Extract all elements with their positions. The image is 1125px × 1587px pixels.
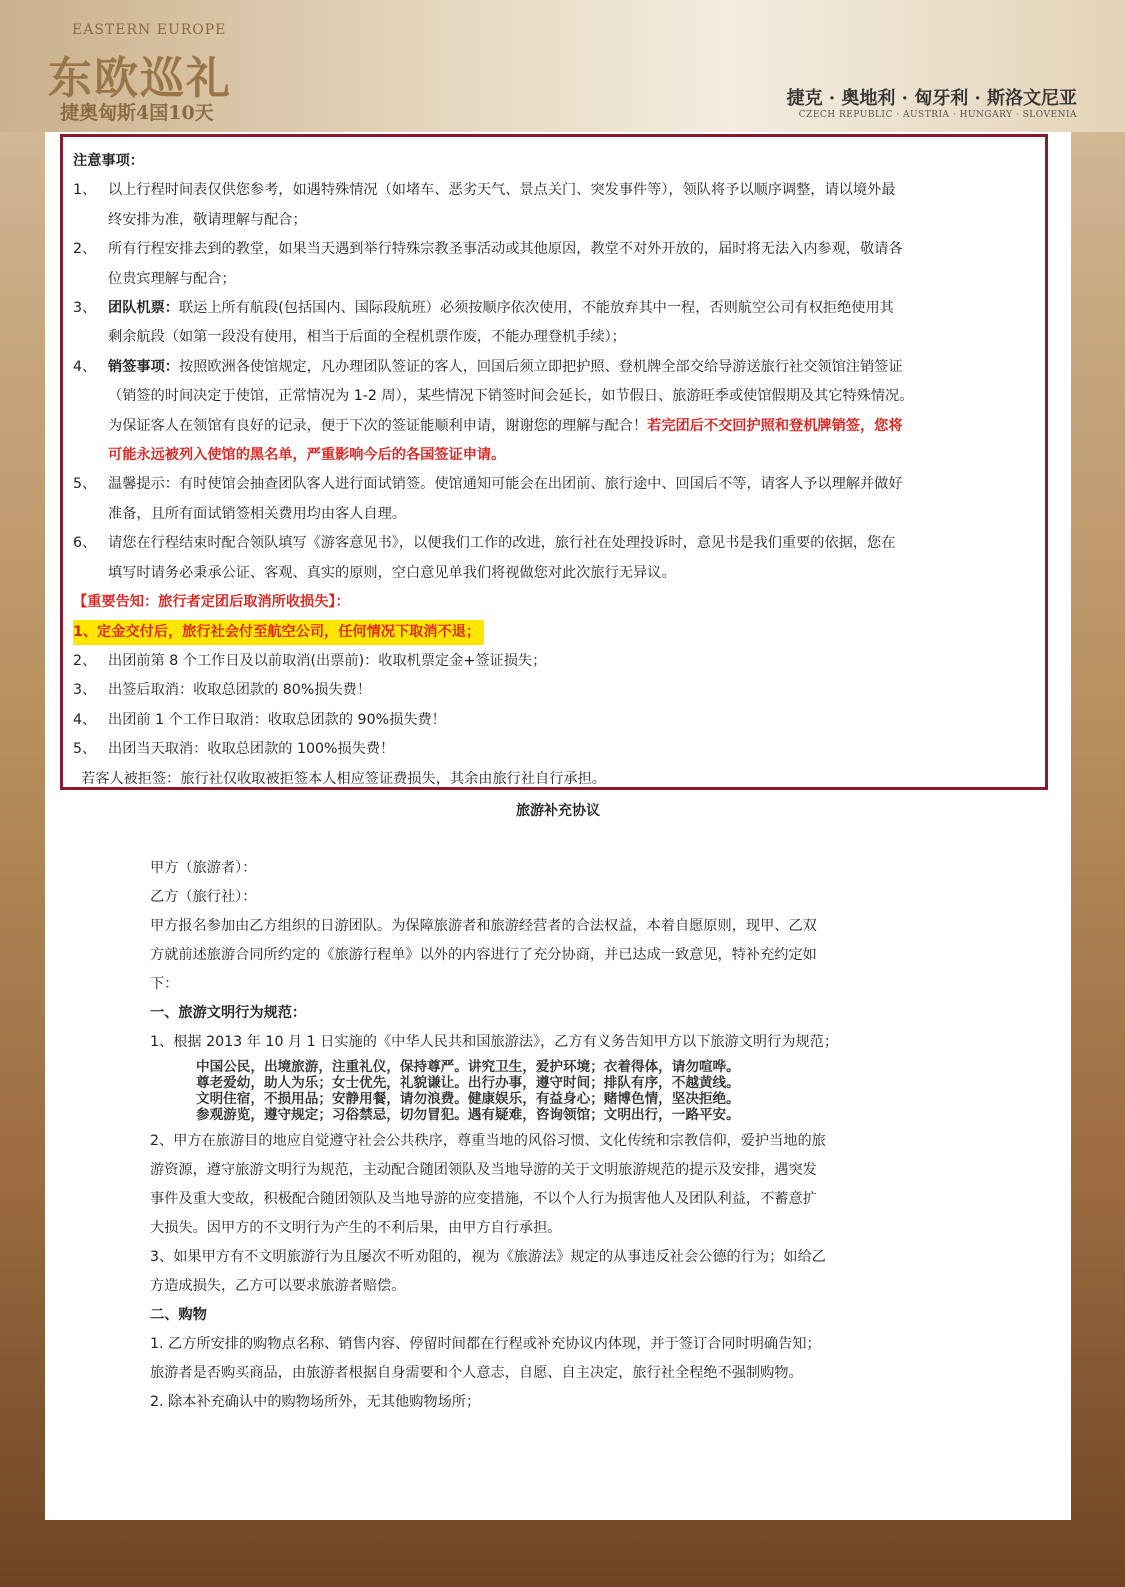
item-line: 为保证客人在领馆有良好的记录，便于下次的签证能顺利申请，谢谢您的理解与配合！ bbox=[108, 417, 648, 434]
intro-paragraph bbox=[150, 912, 950, 999]
item-line: 温馨提示：有时使馆会抽查团队客人进行面试销签。使馆通知可能会在出团前、旅行途中、回国后不等，请客人予以理解并做好 bbox=[108, 476, 903, 493]
item-number: 2、 bbox=[73, 241, 97, 258]
countries-english: CZECH REPUBLIC · AUSTRIA · HUNGARY · SLOVENIA bbox=[798, 110, 1077, 120]
paragraph-line: 旅游者是否购买商品，由旅游者根据自身需要和个人意志，自愿、自主决定，旅行社全程绝不强制购物。 bbox=[150, 1365, 803, 1381]
item-line: 联运上所有航段(包括国内、国际段航班）必须按顺序依次使用，不能放弃其中一程，否则航空公司有权拒绝使用其 bbox=[178, 300, 894, 317]
item-line: 按照欧洲各使馆规定，凡办理团队签证的客人，回国后须立即把护照、登机牌全部交给导游送旅行社交领馆注销签证 bbox=[178, 358, 903, 375]
warning-text: 可能永远被列入使馆的黑名单，严重影响今后的各国签证申请。 bbox=[108, 447, 506, 464]
paragraph-line: 2、甲方在旅游目的地应自觉遵守社会公共秩序，尊重当地的风俗习惯、文化传统和宗教信仰，爱护当地的旅 bbox=[150, 1133, 826, 1149]
paragraph-line: 3、如果甲方有不文明旅游行为且屡次不听劝阻的，视为《旅游法》规定的从事违反社会公德的行为；如给乙 bbox=[150, 1249, 826, 1265]
document-page bbox=[45, 132, 1071, 1520]
item-number: 6、 bbox=[73, 535, 97, 552]
item-line: （销签的时间决定于使馆，正常情况为 1-2 周），某些情况下销签时间会延长，如节假日、旅游旺季或使馆假期及其它特殊情况。 bbox=[108, 388, 914, 405]
rule-line: 中国公民，出境旅游，注重礼仪，保持尊严。讲究卫生，爱护环境；衣着得体，请勿喧哗。 bbox=[196, 1059, 740, 1075]
notice-item-3 bbox=[73, 294, 1033, 353]
agreement-body bbox=[150, 854, 950, 1417]
notice-item-4 bbox=[73, 353, 1033, 471]
paragraph-line: 下： bbox=[150, 976, 179, 992]
logo-subtitle: 捷奥匈斯4国10天 bbox=[60, 102, 214, 124]
paragraph-line: 方就前述旅游合同所约定的《旅游行程单》以外的内容进行了充分协商，并已达成一致意见，特补充约定如 bbox=[150, 947, 817, 963]
section-1-title: 一、旅游文明行为规范： bbox=[150, 1005, 307, 1021]
logo-english: EASTERN EUROPE bbox=[72, 22, 227, 38]
item-line: 出团前第 8 个工作日及以前取消(出票前)：收取机票定金+签证损失； bbox=[108, 652, 547, 669]
item-line: 位贵宾理解与配合； bbox=[108, 270, 236, 287]
item-number: 4、 bbox=[73, 711, 97, 728]
item-number: 3、 bbox=[73, 300, 97, 317]
item-number: 5、 bbox=[73, 741, 97, 758]
warning-text: 若完团后不交回护照和登机牌销签，您将 bbox=[647, 417, 903, 434]
notice-title: 注意事项： bbox=[73, 153, 144, 169]
header-banner bbox=[0, 0, 1125, 132]
item-number: 1、 bbox=[73, 182, 97, 199]
cancellation-item-5 bbox=[73, 735, 1033, 764]
item-line: 出团当天取消：收取总团款的 100%损失费！ bbox=[108, 741, 395, 758]
section-1-clause-1: 1、根据 2013 年 10 月 1 日实施的《中华人民共和国旅游法》，乙方有义务告知甲方以下旅游文明行为规范； bbox=[150, 1034, 839, 1050]
item-line: 填写时请务必秉承公证、客观、真实的原则，空白意见单我们将视做您对此次旅行无异议。 bbox=[108, 564, 676, 581]
item-line: 准备，且所有面试销签相关费用均由客人自理。 bbox=[108, 505, 406, 522]
paragraph-line: 游资源，遵守旅游文明行为规范，主动配合随团领队及当地导游的关于文明旅游规范的提示及安排，遇突发 bbox=[150, 1162, 817, 1178]
item-number: 3、 bbox=[73, 682, 97, 699]
paragraph-line: 大损失。因甲方的不文明行为产生的不利后果，由甲方自行承担。 bbox=[150, 1220, 562, 1236]
countries-chinese: 捷克 · 奥地利 · 匈牙利 · 斯洛文尼亚 bbox=[786, 88, 1077, 109]
item-number: 5、 bbox=[73, 476, 97, 493]
item-line: 出签后取消：收取总团款的 80%损失费！ bbox=[108, 682, 372, 699]
paragraph-line: 方造成损失，乙方可以要求旅游者赔偿。 bbox=[150, 1278, 406, 1294]
cancellation-item-4 bbox=[73, 706, 1033, 735]
paragraph-line: 事件及重大变故，积极配合随团领队及当地导游的应变措施，不以个人行为损害他人及团队利益，不蓄意扩 bbox=[150, 1191, 817, 1207]
cancellation-item-2 bbox=[73, 647, 1033, 676]
rule-line: 尊老爱幼，助人为乐；女士优先，礼貌谦让。出行办事，遵守时间；排队有序，不越黄线。 bbox=[196, 1075, 740, 1091]
civility-rules bbox=[150, 1059, 950, 1123]
cancellation-title: 【重要告知：旅行者定团后取消所收损失】： bbox=[73, 594, 350, 611]
item-line: 出团前 1 个工作日取消：收取总团款的 90%损失费！ bbox=[108, 711, 446, 728]
notice-item-2 bbox=[73, 235, 1033, 294]
notice-box bbox=[60, 134, 1048, 790]
item-number: 4、 bbox=[73, 358, 97, 375]
notice-item-1 bbox=[73, 176, 1033, 235]
paragraph-line: 甲方报名参加由乙方组织的日游团队。为保障旅游者和旅游经营者的合法权益，本着自愿原则，现甲、乙双 bbox=[150, 918, 817, 934]
item-label: 团队机票： bbox=[108, 300, 179, 317]
notice-item-5 bbox=[73, 470, 1033, 529]
visa-refusal-note: 若客人被拒签：旅行社仅收取被拒签本人相应签证费损失，其余由旅行社自行承担。 bbox=[81, 770, 606, 787]
section-1-clause-2 bbox=[150, 1127, 950, 1243]
rule-line: 参观游览，遵守规定；习俗禁忌，切勿冒犯。遇有疑难，咨询领馆；文明出行，一路平安。 bbox=[196, 1107, 740, 1123]
rule-line: 文明住宿，不损用品；安静用餐，请勿浪费。健康娱乐，有益身心；赌博色情，坚决拒绝。 bbox=[196, 1091, 740, 1107]
cancellation-item-3 bbox=[73, 676, 1033, 705]
item-line: 剩余航段（如第一段没有使用，相当于后面的全程机票作废，不能办理登机手续）； bbox=[108, 329, 626, 346]
item-line: 所有行程安排去到的教堂，如果当天遇到举行特殊宗教圣事活动或其他原因，教堂不对外开放的，届时将无法入内参观，敬请各 bbox=[108, 241, 903, 258]
party-a-label: 甲方（旅游者）： bbox=[150, 860, 257, 876]
item-line: 请您在行程结束时配合领队填写《游客意见书》，以便我们工作的改进，旅行社在处理投诉时，意见书是我们重要的依据，您在 bbox=[108, 535, 896, 552]
section-2-title: 二、购物 bbox=[150, 1307, 207, 1323]
section-2-clause-2: 2. 除本补充确认中的购物场所外，无其他购物场所； bbox=[150, 1394, 481, 1410]
item-line: 终安排为准，敬请理解与配合； bbox=[108, 211, 307, 228]
section-1-clause-3 bbox=[150, 1243, 950, 1301]
item-label: 销签事项： bbox=[108, 358, 179, 375]
item-line: 以上行程时间表仅供您参考，如遇特殊情况（如堵车、恶劣天气、景点关门、突发事件等），领队将予以顺序调整，请以境外最 bbox=[108, 182, 896, 199]
agreement-title: 旅游补充协议 bbox=[516, 803, 600, 819]
section-2-clause-1 bbox=[150, 1330, 950, 1388]
notice-item-6 bbox=[73, 529, 1033, 588]
item-number: 2、 bbox=[73, 652, 97, 669]
paragraph-line: 1. 乙方所安排的购物点名称、销售内容、停留时间都在行程或补充协议内体现，并于签订合同时明确告知； bbox=[150, 1336, 821, 1352]
logo-title: 东欧巡礼 bbox=[48, 53, 232, 104]
party-b-label: 乙方（旅行社）： bbox=[150, 889, 257, 905]
cancellation-highlight: 1、定金交付后，旅行社会付至航空公司，任何情况下取消不退； bbox=[73, 620, 484, 645]
